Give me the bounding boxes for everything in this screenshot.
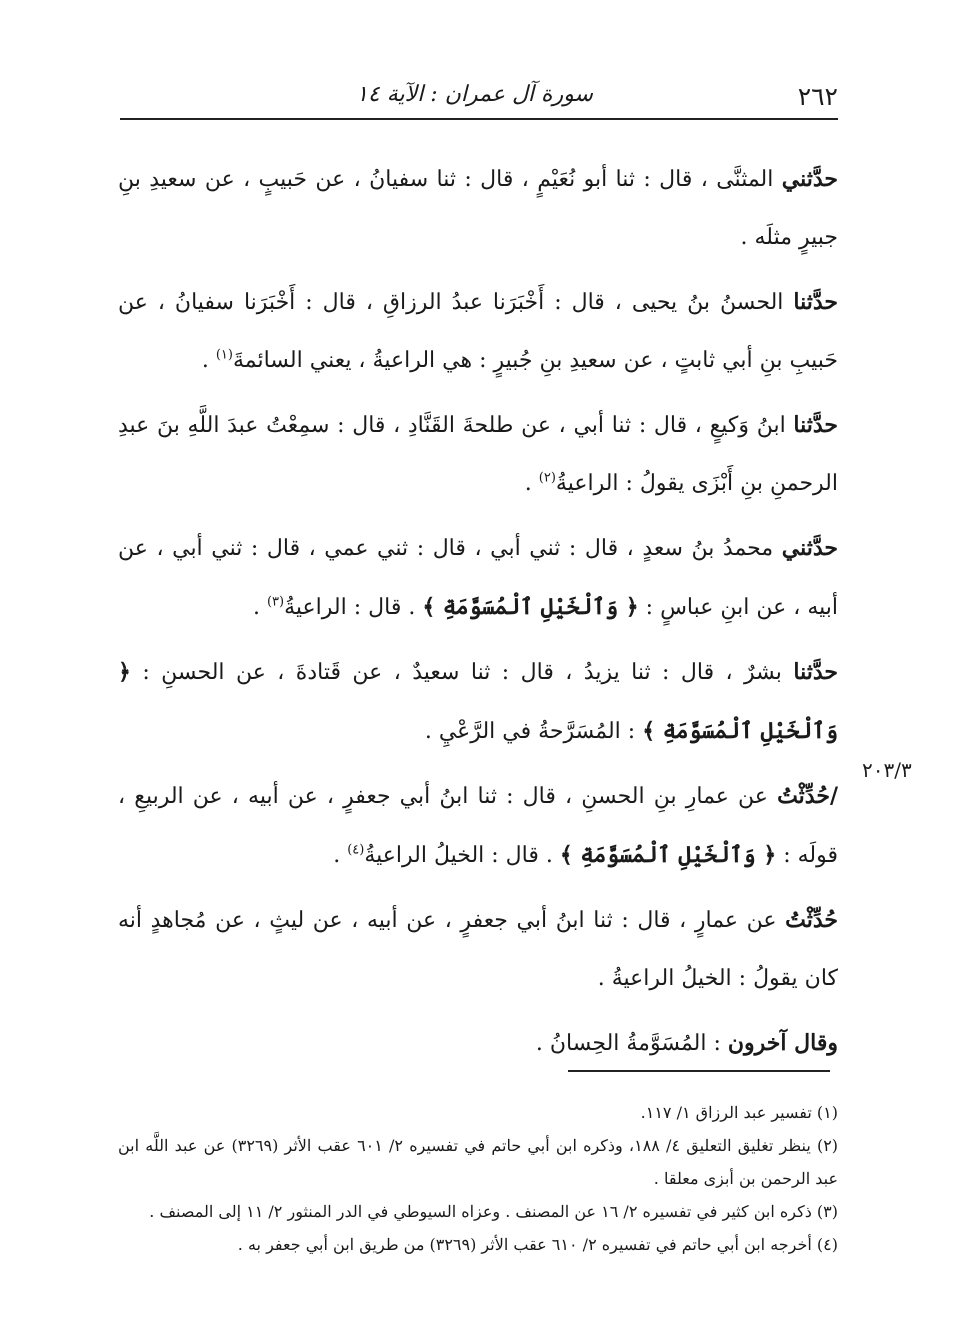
narration-paragraph	[118, 273, 838, 390]
running-title: سورة آل عمران : الآية ١٤	[356, 82, 593, 107]
narration-lead: /حُدِّثْتُ	[777, 783, 838, 809]
narration-paragraph	[118, 643, 838, 761]
quran-quote: ﴿ وَٱلْخَيْلِ ٱلْمُسَوَّمَةِ ﴾	[559, 842, 777, 868]
footnotes	[118, 1096, 838, 1261]
narration-paragraph	[118, 150, 838, 267]
narration-text: الحسنُ بنُ يحيى ، قال : أَخْبَرَنا عبدُ الرزاقِ ، قال : أَخْبَرَنا سفيانُ ، عن حَبيبِ بنِ أبي ثابتٍ ، عن سعيدِ بنِ جُبيرٍ : هي الراعيةُ ، يعني السائمةَ	[118, 290, 838, 373]
narration-end: .	[201, 348, 216, 373]
footnote-marker: (١)	[215, 347, 233, 363]
narration-lead: حدَّثنا	[793, 289, 838, 315]
narration-paragraph	[118, 519, 838, 637]
footnote: (١) تفسير عبد الرزاق ١/ ١١٧.	[640, 1103, 838, 1122]
narration-text: عن عمارٍ ، قال : ثنا ابنُ أبي جعفرٍ ، عن أبيه ، عن ليثٍ ، عن مُجاهدٍ أنه كان يقولُ : الخيلُ الراعيةُ .	[118, 908, 838, 991]
page-header	[120, 72, 838, 120]
narration-text: ابنُ وَكيعٍ ، قال : ثنا أبي ، عن طلحةَ القَنَّادِ ، قال : سمِعْتُ عبدَ اللَّهِ بنَ عبدِ الرحمنِ بنِ أَبْزَى يقولُ : الراعيةُ	[118, 413, 838, 496]
narration-lead: حُدِّثْتُ	[785, 907, 838, 933]
narration-text: عن عمارِ بنِ الحسنِ ، قال : ثنا ابنُ أبي جعفرٍ ، عن أبيه ، عن الربيعِ ، قولَه :	[118, 784, 838, 868]
footnote: (٢) ينظر تغليق التعليق ٤/ ١٨٨، وذكره ابن أبي حاتم في تفسيره ٢/ ٦٠١ عقب الأثر (٣٢٦٩) عن عبد اللَّه ابن عبد الرحمن بن أبزى معلقا .	[118, 1136, 839, 1188]
narration-lead: حدَّثنا	[793, 412, 838, 438]
main-text	[118, 150, 838, 1079]
section-text: : المُسَوَّمةُ الحِسانُ .	[535, 1031, 728, 1056]
quran-quote: ﴿ وَٱلْخَيْلِ ٱلْمُسَوَّمَةِ ﴾	[118, 659, 838, 744]
footnote: (٣) ذكره ابن كثير في تفسيره ٢/ ١٦ عن المصنف . وعزاه السيوطي في الدر المنثور ٢/ ١١ إلى المصنف .	[149, 1202, 838, 1221]
footnote-marker: (٣)	[266, 594, 285, 610]
narration-paragraph	[118, 767, 838, 885]
narration-text-continued: : المُسَرَّحةُ في الرَّعْيِ .	[424, 719, 643, 744]
narration-lead: حدَّثني	[781, 535, 838, 561]
page-number: ٢٦٢	[797, 82, 838, 111]
narration-text: محمدُ بنُ سعدٍ ، قال : ثني أبي ، قال : ثني عمي ، قال : ثني أبي ، عن أبيه ، عن ابنِ عباسٍ :	[118, 536, 838, 620]
narration-text-continued: . قال : الراعيةُ	[284, 595, 423, 620]
footnote-marker: (٢)	[538, 470, 556, 486]
footnote: (٤) أخرجه ابن أبي حاتم في تفسيره ٢/ ٦١٠ عقب الأثر (٣٢٦٩) من طريق ابن أبي جعفر به .	[237, 1235, 838, 1254]
narration-end: .	[252, 595, 267, 620]
quran-quote: ﴿ وَٱلْخَيْلِ ٱلْمُسَوَّمَةِ ﴾	[422, 594, 639, 620]
footnote-marker: (٤)	[347, 842, 365, 858]
narration-end: .	[524, 471, 539, 496]
narration-paragraph	[118, 891, 838, 1008]
narration-text-continued: . قال : الخيلُ الراعيةُ	[364, 843, 560, 868]
narration-text: المثنَّى ، قال : ثنا أبو نُعَيْمٍ ، قال : ثنا سفيانُ ، عن حَبيبٍ ، عن سعيدِ بنِ جبيرٍ مثلَه .	[118, 167, 838, 250]
footnote-divider	[568, 1070, 830, 1072]
narration-paragraph	[118, 396, 838, 513]
narration-lead: حدَّثني	[781, 166, 838, 192]
section-lead: وقال آخرون	[727, 1030, 838, 1056]
margin-volume-page-reference: ٢٠٣/٣	[862, 758, 912, 782]
section-heading-paragraph	[118, 1014, 838, 1073]
narration-end: .	[333, 843, 348, 868]
narration-text: بشرٌ ، قال : ثنا يزيدُ ، قال : ثنا سعيدٌ ، عن قَتادةَ ، عن الحسنِ :	[130, 660, 782, 685]
narration-lead: حدَّثنا	[793, 659, 838, 685]
